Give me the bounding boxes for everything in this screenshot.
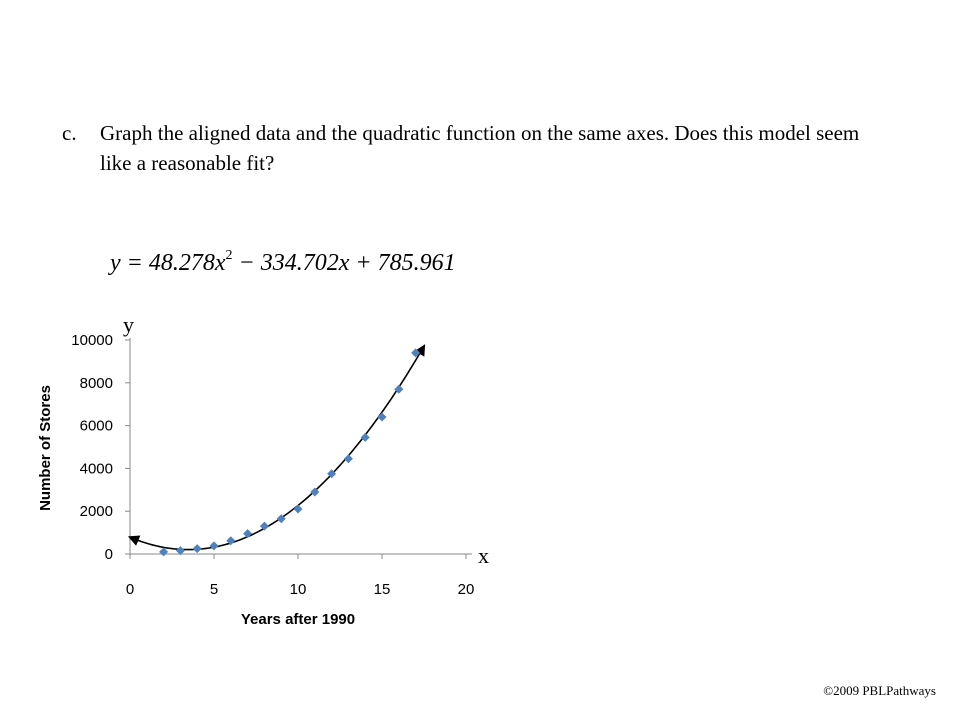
y-tick-label: 2000 [79, 503, 113, 521]
y-variable-label: y [123, 312, 134, 337]
equation-lhs: y [110, 250, 121, 276]
data-point [159, 547, 168, 556]
x-variable-label: x [478, 543, 489, 568]
fit-curve-group [130, 346, 424, 549]
x-tick-label: 10 [289, 581, 307, 598]
y-tick-label: 0 [104, 546, 113, 563]
x-tick-label: 0 [125, 581, 135, 598]
data-point [294, 505, 303, 514]
copyright-footer: ©2009 PBLPathways [823, 683, 936, 698]
scatter-chart [0, 300, 520, 640]
x-tick-label: 15 [373, 581, 391, 598]
data-point [344, 454, 353, 463]
y-tick-label: 8000 [79, 374, 113, 392]
y-tick-label: 4000 [79, 460, 113, 478]
equation-var1: x [214, 250, 226, 276]
data-point [243, 529, 252, 538]
chart-ticks [71, 332, 474, 598]
question-letter: c. [62, 121, 77, 145]
y-axis-title: Number of Stores [37, 385, 54, 511]
equation-exponent: 2 [225, 248, 233, 263]
data-point [210, 541, 219, 550]
data-point [378, 413, 387, 422]
data-point [193, 544, 202, 553]
y-tick-label: 6000 [79, 417, 113, 435]
data-point [361, 433, 370, 442]
equation-term3: + 785.961 [349, 250, 456, 276]
x-tick-label: 5 [209, 581, 219, 598]
equation-term2: − 334.702 [232, 250, 339, 276]
question-text: Graph the aligned data and the quadratic function on the same axes. Does this model seem like a reasonable fit? [100, 121, 860, 175]
x-tick-label: 20 [457, 581, 475, 598]
model-equation [110, 250, 456, 277]
chart-axes [130, 338, 472, 554]
equation-term1: = 48.278 [120, 250, 215, 276]
fit-curve [130, 346, 424, 549]
equation-var2: x [338, 250, 350, 276]
y-tick-label: 10000 [71, 332, 113, 349]
data-points [159, 348, 420, 556]
x-axis-title: Years after 1990 [240, 611, 356, 628]
